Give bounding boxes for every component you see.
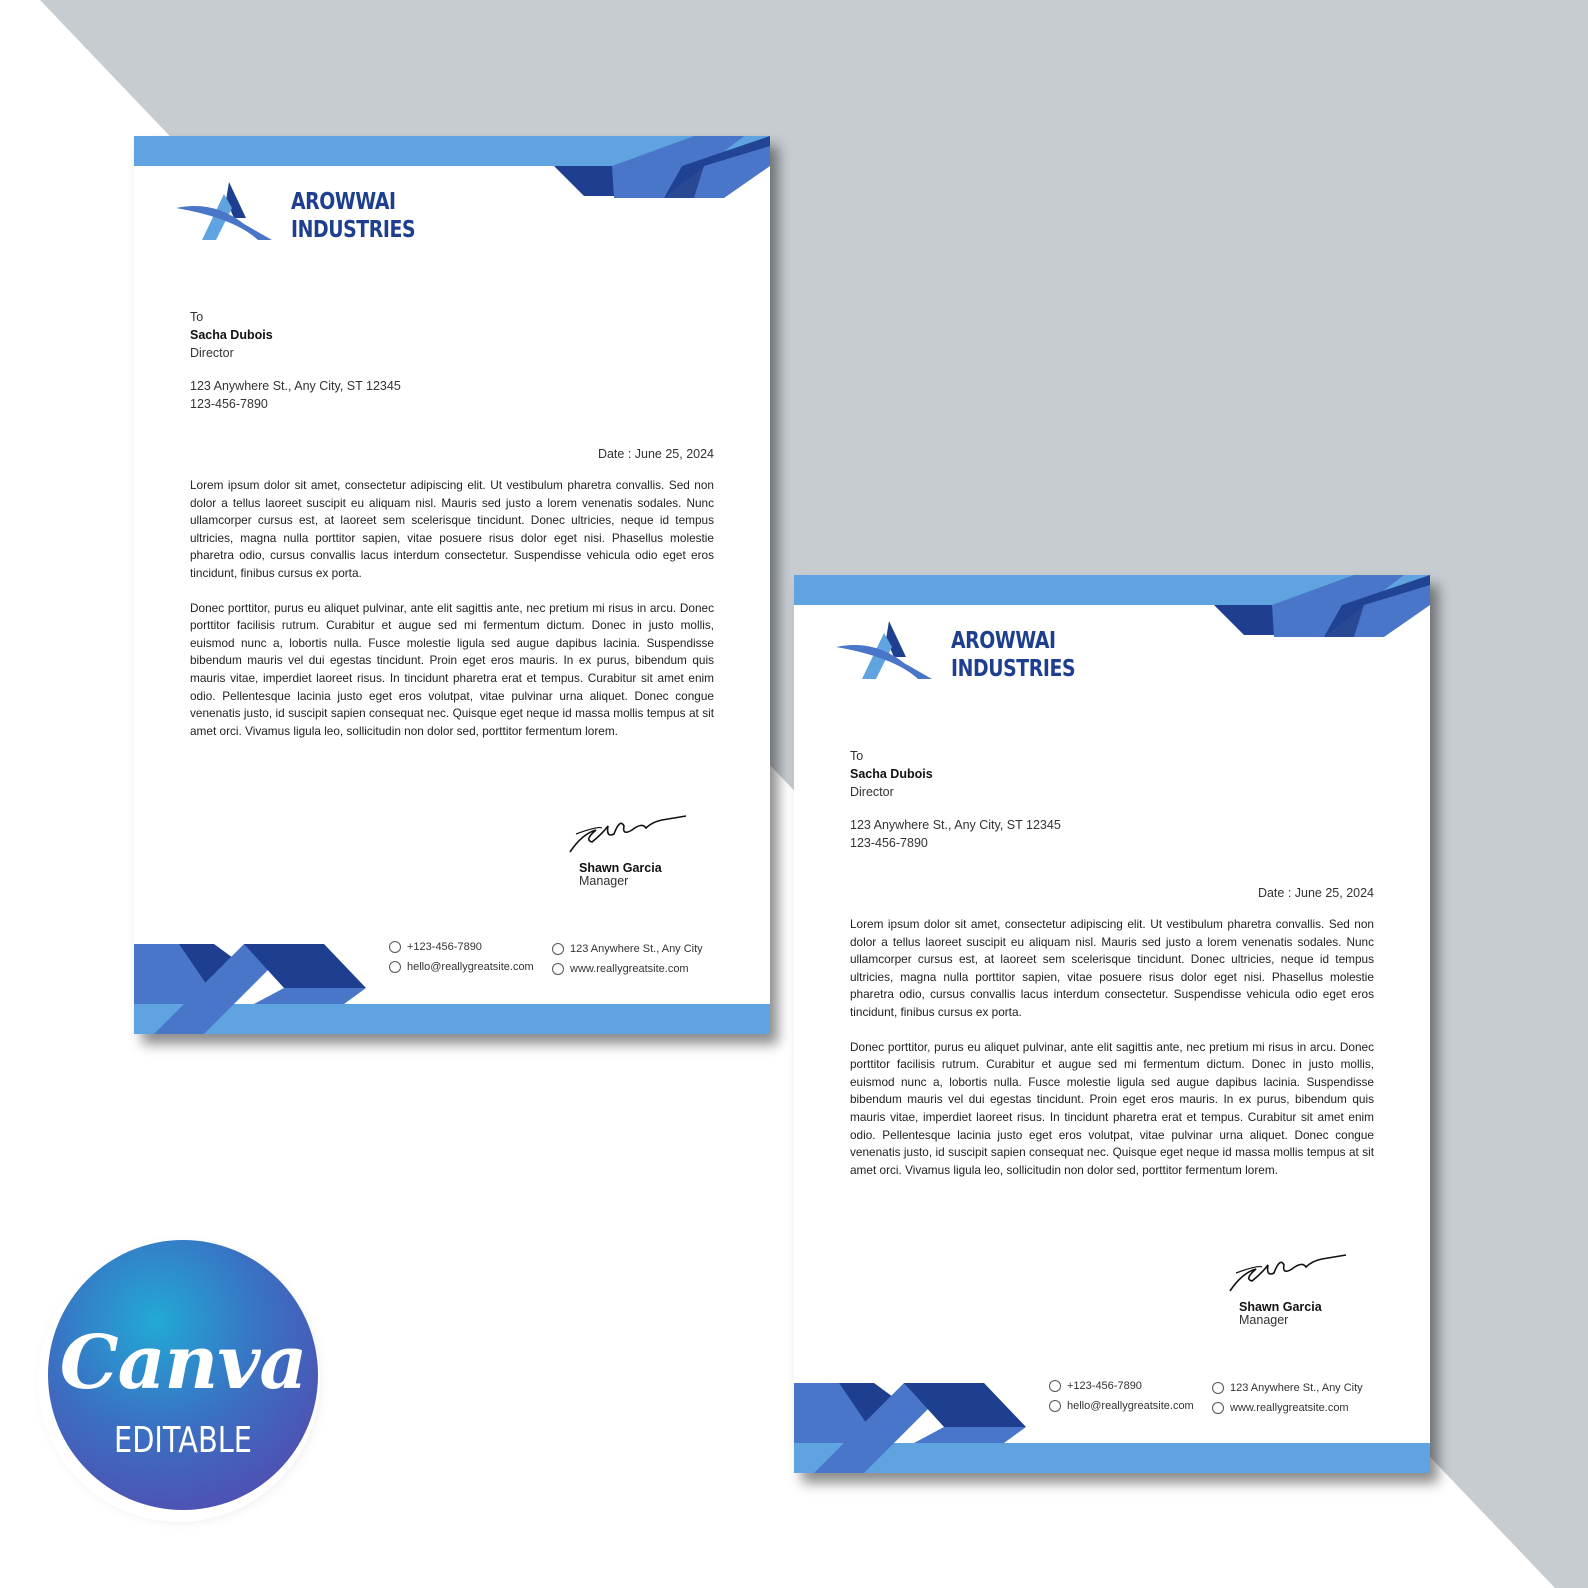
company-name xyxy=(951,627,1075,683)
company-name-line1: AROWWAI xyxy=(291,189,396,215)
footer-phone xyxy=(1049,1380,1142,1392)
to-label: To xyxy=(190,310,204,324)
footer-address xyxy=(552,943,703,955)
globe-icon xyxy=(1212,1402,1224,1414)
letter-body xyxy=(850,916,1374,1196)
footer-phone-text: +123-456-7890 xyxy=(1067,1380,1142,1392)
arowwai-logo-icon xyxy=(174,178,274,248)
phone-icon xyxy=(389,941,401,953)
to-label: To xyxy=(850,749,864,763)
letter-date: Date : June 25, 2024 xyxy=(597,447,714,461)
company-name-line2: INDUSTRIES xyxy=(951,656,1076,682)
signer-title: Manager xyxy=(1239,1313,1289,1327)
globe-icon xyxy=(552,963,564,975)
footer-address xyxy=(1212,1382,1363,1394)
recipient-title: Director xyxy=(190,346,234,360)
letterhead-sheet-2 xyxy=(794,575,1430,1473)
footer-website xyxy=(552,963,689,975)
letter-body xyxy=(190,477,714,757)
footer-website xyxy=(1212,1402,1349,1414)
recipient-address: 123 Anywhere St., Any City, ST 12345 xyxy=(850,818,1061,832)
footer-email-text: hello@reallygreatsite.com xyxy=(1067,1400,1194,1412)
body-paragraph-2: Donec porttitor, purus eu aliquet pulvinar, ante elit sagittis ante, nec pretium mi risus in arcu. Donec porttitor facilisis rutrum. Curabitur et augue sed mi fermentum dictum. Donec in justo mollis, euismod nunc a, lobortis nulla. Fusce molestie ligula sed augue dapibus lacinia. Suspendisse bibendum mauris vel dui egestas tincidunt. Proin eget eros mauris. In ex purus, bibendum quis mauris vitae, imperdiet laoreet risus. In tincidunt pharetra erat et tempus. Curabitur sit amet enim odio. Pellentesque lacinia justo eget eros volutpat, vitae pulvinar urna aliquet. Donec congue venenatis justo, id suscipit sapien consequat nec. Quisque eget neque id massa mollis tempus at sit amet orci. Vivamus ligula leo, sollicitudin non dolor sed, porttitor fermentum lorem. xyxy=(850,1039,1374,1177)
body-paragraph-1: Lorem ipsum dolor sit amet, consectetur adipiscing elit. Ut vestibulum pharetra convallis. Sed non dolor a tellus laoreet suscipit eu aliquam nisl. Mauris sed justo a lorem venenatis sodales. Nunc ullamcorper cursus est, at laoreet sem scelerisque tincidunt. Donec ultricies, neque id tempus ultricies, magna nulla porttitor sapien, vitae posuere risus dolor eget nisi. Phasellus molestie pharetra odio, cursus convallis lacus interdum consectetur. Suspendisse vehicula odio eget eros tincidunt, finibus cursus ex porta. xyxy=(850,917,1374,1019)
footer-address-text: 123 Anywhere St., Any City xyxy=(570,943,703,955)
location-pin-icon xyxy=(1212,1382,1224,1394)
recipient-block xyxy=(190,308,273,362)
signer-name: Shawn Garcia xyxy=(1239,1300,1322,1314)
body-paragraph-2: Donec porttitor, purus eu aliquet pulvinar, ante elit sagittis ante, nec pretium mi risus in arcu. Donec porttitor facilisis rutrum. Curabitur et augue sed mi fermentum dictum. Donec in justo mollis, euismod nunc a, lobortis nulla. Fusce molestie ligula sed augue dapibus lacinia. Suspendisse bibendum mauris vel dui egestas tincidunt. Proin eget eros mauris. In ex purus, bibendum quis mauris vitae, imperdiet laoreet risus. In tincidunt pharetra erat et tempus. Curabitur sit amet enim odio. Pellentesque lacinia justo eget eros volutpat, vitae pulvinar urna aliquet. Donec congue venenatis justo, id suscipit sapien consequat nec. Quisque eget neque id massa mollis tempus at sit amet orci. Vivamus ligula leo, sollicitudin non dolor sed, porttitor fermentum lorem. xyxy=(190,600,714,738)
signature-image xyxy=(1222,1243,1362,1303)
footer-phone-text: +123-456-7890 xyxy=(407,941,482,953)
editable-label: EDITABLE xyxy=(114,1420,252,1461)
signer-name: Shawn Garcia xyxy=(579,861,662,875)
recipient-address-block xyxy=(190,377,401,413)
footer-email xyxy=(389,961,534,973)
email-icon xyxy=(389,961,401,973)
footer-email xyxy=(1049,1400,1194,1412)
body-paragraph-1: Lorem ipsum dolor sit amet, consectetur adipiscing elit. Ut vestibulum pharetra convallis. Sed non dolor a tellus laoreet suscipit eu aliquam nisl. Mauris sed justo a lorem venenatis sodales. Nunc ullamcorper cursus est, at laoreet sem scelerisque tincidunt. Donec ultricies, neque id tempus ultricies, magna nulla porttitor sapien, vitae posuere risus dolor eget nisi. Phasellus molestie pharetra odio, cursus convallis lacus interdum consectetur. Suspendisse vehicula odio eget eros tincidunt, finibus cursus ex porta. xyxy=(190,478,714,580)
footer-email-text: hello@reallygreatsite.com xyxy=(407,961,534,973)
recipient-phone: 123-456-7890 xyxy=(190,397,268,411)
signature-image xyxy=(562,804,702,864)
letter-date: Date : June 25, 2024 xyxy=(1257,886,1374,900)
arowwai-logo-icon xyxy=(834,617,934,687)
canva-editable-badge xyxy=(48,1240,318,1510)
company-name-line2: INDUSTRIES xyxy=(291,217,416,243)
signer-title: Manager xyxy=(579,874,629,888)
recipient-title: Director xyxy=(850,785,894,799)
canva-wordmark: Canva xyxy=(59,1320,307,1406)
footer-phone xyxy=(389,941,482,953)
recipient-address: 123 Anywhere St., Any City, ST 12345 xyxy=(190,379,401,393)
recipient-name: Sacha Dubois xyxy=(850,767,933,781)
footer-address-text: 123 Anywhere St., Any City xyxy=(1230,1382,1363,1394)
company-name xyxy=(291,188,415,244)
recipient-block xyxy=(850,747,933,801)
company-name-line1: AROWWAI xyxy=(951,628,1056,654)
footer-website-text: www.reallygreatsite.com xyxy=(570,963,689,975)
location-pin-icon xyxy=(552,943,564,955)
letterhead-sheet-1 xyxy=(134,136,770,1034)
recipient-phone: 123-456-7890 xyxy=(850,836,928,850)
recipient-name: Sacha Dubois xyxy=(190,328,273,342)
phone-icon xyxy=(1049,1380,1061,1392)
email-icon xyxy=(1049,1400,1061,1412)
footer-website-text: www.reallygreatsite.com xyxy=(1230,1402,1349,1414)
recipient-address-block xyxy=(850,816,1061,852)
